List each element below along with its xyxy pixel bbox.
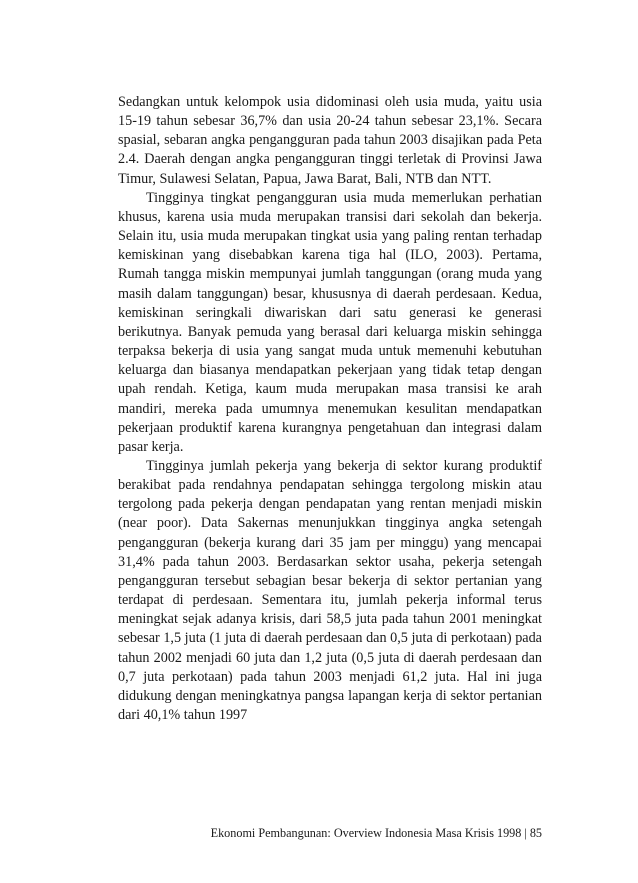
page-number: 85 xyxy=(529,826,542,840)
paragraph-3: Tingginya jumlah pekerja yang bekerja di sektor kurang produktif berakibat pada rendahnya pendapatan sehingga tergolong miskin atau tergolong pada pekerja dengan pendapatan yang rentan menjadi miskin (near poor). Data Sakernas menunjukkan tingginya angka setengah pengangguran (bekerja kurang dari 35 jam per minggu) yang mencapai 31,4% pada tahun 2003. Berdasarkan sektor usaha, pekerja setengah pengangguran tersebut sebagian besar bekerja di sektor pertanian yang terdapat di perdesaan. Sementara itu, jumlah pekerja informal terus meningkat sejak adanya krisis, dari 58,5 juta pada tahun 2001 meningkat sebesar 1,5 juta (1 juta di daerah perdesaan dan 0,5 juta di perkotaan) pada tahun 2002 menjadi 60 juta dan 1,2 juta (0,5 juta di daerah perdesaan dan 0,7 juta perkotaan) pada tahun 2003 menjadi 61,2 juta. Hal ini juga didukung dengan meningkatnya pangsa lapangan kerja di sektor pertanian dari 40,1% tahun 1997 xyxy=(118,457,542,723)
footer-book-title: Ekonomi Pembangunan: Overview Indonesia Masa Krisis 1998 xyxy=(210,826,522,840)
footer-separator: | xyxy=(524,826,527,840)
paragraph-2: Tingginya tingkat pengangguran usia muda memerlukan perhatian khusus, karena usia muda merupakan transisi dari sekolah dan bekerja. Selain itu, usia muda merupakan tingkat usia yang paling rentan terhadap kemiskinan yang disebabkan karena tiga hal (ILO, 2003). Pertama, Rumah tangga miskin mempunyai jumlah tanggungan (orang muda yang masih dalam tanggungan) besar, khususnya di daerah perdesaan. Kedua, kemiskinan seringkali diwariskan dari satu generasi ke generasi berikutnya. Banyak pemuda yang berasal dari keluarga miskin sehingga terpaksa bekerja di usia yang sangat muda untuk memenuhi kebutuhan keluarga dan biasanya mendapatkan pekerjaan yang tidak tetap dengan upah rendah. Ketiga, kaum muda merupakan masa transisi ke arah mandiri, mereka pada umumnya menemukan kesulitan mendapatkan pekerjaan produktif karena kurangnya pengetahuan dan integrasi dalam pasar kerja. xyxy=(118,189,542,455)
body-text xyxy=(118,93,542,725)
paragraph-1: Sedangkan untuk kelompok usia didominasi oleh usia muda, yaitu usia 15-19 tahun sebesar 36,7% dan usia 20-24 tahun sebesar 23,1%. Secara spasial, sebaran angka pengangguran pada tahun 2003 disajikan pada Peta 2.4. Daerah dengan angka pengangguran tinggi terletak di Provinsi Jawa Timur, Sulawesi Selatan, Papua, Jawa Barat, Bali, NTB dan NTT. xyxy=(118,94,542,187)
page-footer xyxy=(180,826,542,841)
